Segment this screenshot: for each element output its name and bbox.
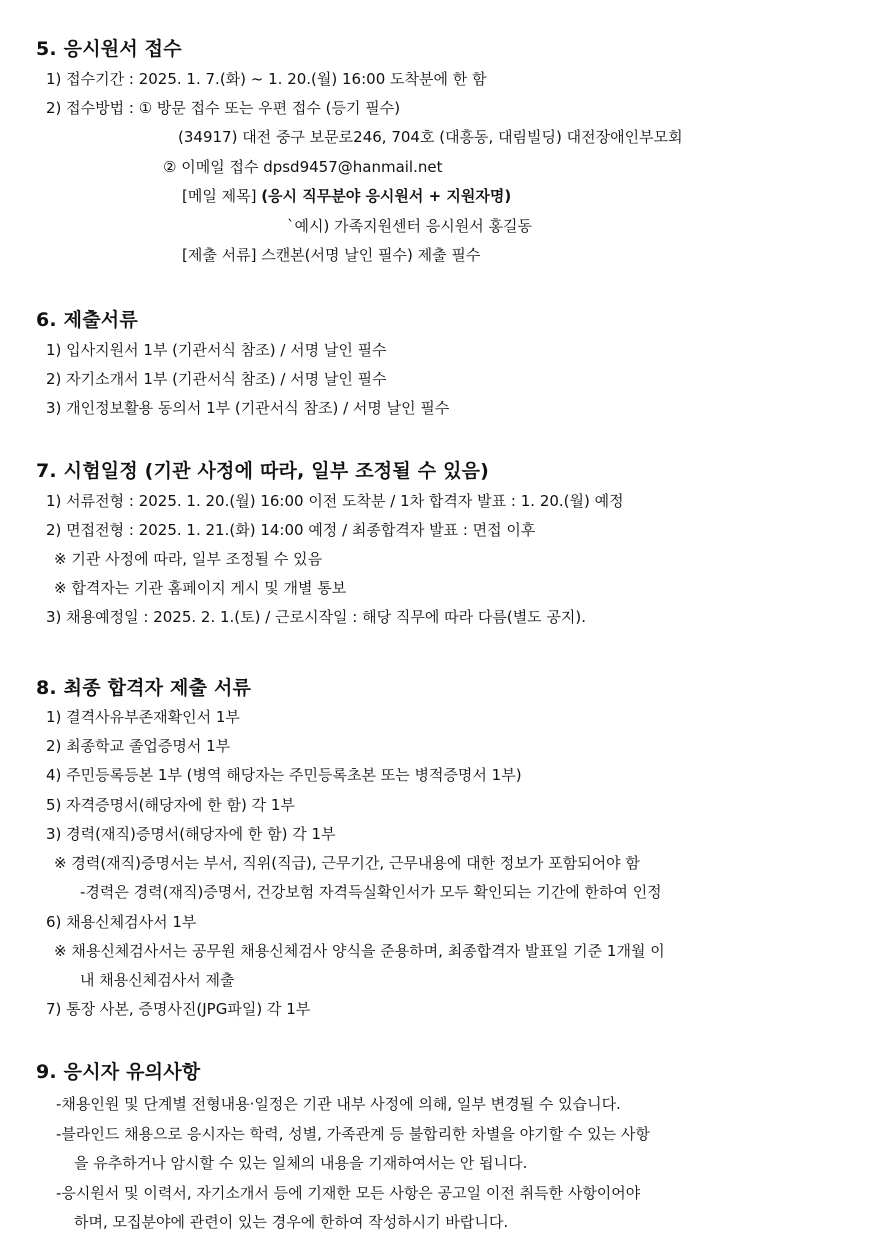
section-5-line-6: `예시) 가족지원센터 응시원서 홍길동 [287,217,533,235]
section-8-line-4: 5) 자격증명서(해당자에 한 함) 각 1부 [46,796,295,814]
section-9-heading: 9. 응시자 유의사항 [36,1061,201,1083]
section-8-line-2: 2) 최종학교 졸업증명서 1부 [46,737,231,755]
section-8-line-1: 1) 결격사유부존재확인서 1부 [46,708,240,726]
section-8-note-2: ※ 채용신체검사서는 공무원 채용신체검사 양식을 준용하며, 최종합격자 발표일 기준 1개월 이 [54,942,665,960]
section-5-heading: 5. 응시원서 접수 [36,38,182,60]
section-8-note-1-detail: -경력은 경력(재직)증명서, 건강보험 자격득실확인서가 모두 확인되는 기간에 한하여 인정 [80,883,662,901]
section-7-line-3: 3) 채용예정일 : 2025. 2. 1.(토) / 근로시작일 : 해당 직무에 따라 다름(별도 공지). [46,608,587,626]
section-8-line-5: 3) 경력(재직)증명서(해당자에 한 함) 각 1부 [46,825,336,843]
section-8-note-1: ※ 경력(재직)증명서는 부서, 직위(직급), 근무기간, 근무내용에 대한 정보가 포함되어야 함 [54,854,640,872]
section-7-heading: 7. 시험일정 (기관 사정에 따라, 일부 조정될 수 있음) [36,460,490,482]
section-8-line-3: 4) 주민등록등본 1부 (병역 해당자는 주민등록초본 또는 병적증명서 1부) [46,766,522,784]
section-9-line-3-cont: 하며, 모집분야에 관련이 있는 경우에 한하여 작성하시기 바랍니다. [74,1213,509,1231]
section-7-note-2: ※ 합격자는 기관 홈페이지 게시 및 개별 통보 [54,579,347,597]
section-6-line-2: 2) 자기소개서 1부 (기관서식 참조) / 서명 날인 필수 [46,370,387,388]
section-8-note-2-cont: 내 채용신체검사서 제출 [80,971,235,989]
section-7-note-1: ※ 기관 사정에 따라, 일부 조정될 수 있음 [54,550,323,568]
section-5-line-3: (34917) 대전 중구 보문로246, 704호 (대흥동, 대림빌딩) 대전장애인부모회 [178,128,683,146]
section-9-line-2-cont: 을 유추하거나 암시할 수 있는 일체의 내용을 기재하여서는 안 됩니다. [74,1154,528,1172]
section-9-line-1: -채용인원 및 단계별 전형내용·일정은 기관 내부 사정에 의해, 일부 변경될 수 있습니다. [56,1095,621,1113]
section-5-line-5 [182,185,511,206]
section-7-line-1: 1) 서류전형 : 2025. 1. 20.(월) 16:00 이전 도착분 / 1차 합격자 발표 : 1. 20.(월) 예정 [46,492,624,510]
section-9-line-2: -블라인드 채용으로 응시자는 학력, 성별, 가족관계 등 불합리한 차별을 야기할 수 있는 사항 [56,1125,650,1143]
mail-title-label: [메일 제목] [182,187,262,205]
section-5-line-4: ② 이메일 접수 dpsd9457@hanmail.net [163,158,443,176]
section-8-heading: 8. 최종 합격자 제출 서류 [36,677,252,699]
section-8-line-6: 6) 채용신체검사서 1부 [46,913,197,931]
section-5-line-7: [제출 서류] 스캔본(서명 날인 필수) 제출 필수 [182,246,481,264]
section-6-line-1: 1) 입사지원서 1부 (기관서식 참조) / 서명 날인 필수 [46,341,387,359]
section-7-line-2: 2) 면접전형 : 2025. 1. 21.(화) 14:00 예정 / 최종합격자 발표 : 면접 이후 [46,521,536,539]
section-5-line-1: 1) 접수기간 : 2025. 1. 7.(화) ~ 1. 20.(월) 16:00 도착분에 한 함 [46,70,487,88]
mail-title-value: (응시 직무분야 응시원서 + 지원자명) [261,187,512,205]
section-9-line-3: -응시원서 및 이력서, 자기소개서 등에 기재한 모든 사항은 공고일 이전 취득한 사항이어야 [56,1184,641,1202]
section-6-line-3: 3) 개인정보활용 동의서 1부 (기관서식 참조) / 서명 날인 필수 [46,399,450,417]
section-6-heading: 6. 제출서류 [36,309,138,331]
section-5-line-2: 2) 접수방법 : ① 방문 접수 또는 우편 접수 (등기 필수) [46,99,401,117]
section-8-line-7: 7) 통장 사본, 증명사진(JPG파일) 각 1부 [46,1000,311,1018]
